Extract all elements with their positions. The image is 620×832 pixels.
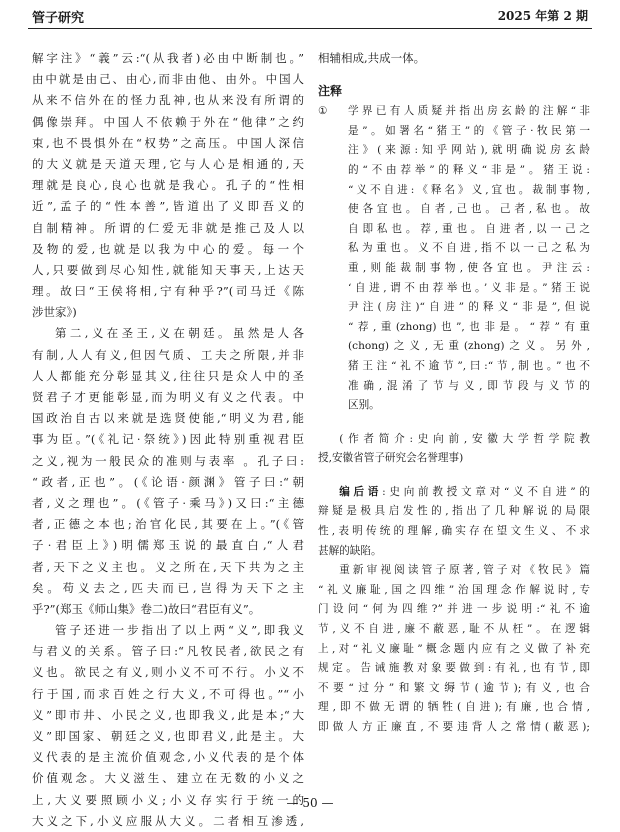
body-line: 上,大义要照顾小义;小义存实行于统一的 [32,792,304,807]
footnote-marker: ① [318,105,328,118]
note-line: “义不自进:《释名》义,宜也。裁制事物, [348,183,590,196]
note-line: ‘自进,谓不由荐举也。’义非是。”猪王说 [348,281,590,294]
body-line: 义”即市井、小民之义,也即我义,此是本;“大 [32,707,304,722]
body-line: 解字注》“義”云:“(从我者)必由中断制也。” [32,51,304,65]
body-line: 者,正德之本也;治官化民,其要在上。”(《管 [32,517,304,532]
note-line: 重,则能裁制事物,使各宜也。尹注云: [348,261,590,274]
body-line: 矣。苟义去之,匹夫而已,岂得为天下之主 [32,580,304,595]
editor-line: 上,对“礼义廉耻”概念题内应有之义做了补充 [318,642,590,655]
body-line: 事为臣。”(《礼记·祭统》)因此特别重视君臣 [32,432,304,447]
notes-heading: 注释 [318,84,343,99]
body-line: 者,义之理也”。(《管子·乘马》)又曰:“主德 [32,495,304,510]
page-number: — 50 — [286,796,334,810]
editor-line: 即做人方正廉直,不要违背人之常情(蔽恶); [318,721,590,733]
note-line: 区别。 [348,399,380,412]
body-line: 之义,视为一般民众的准则与表率 。孔子曰: [32,453,304,468]
note-line: 学界已有人质疑并指出房玄龄的注解“非 [348,105,590,118]
body-line: 理。故曰“王侯将相,宁有种乎?”(司马迁《陈 [32,284,304,299]
body-line: 近”,孟子的“性本善”,皆道出了义即吾义的 [32,199,304,214]
body-line: 涉世家》) [32,305,77,320]
body-line: 人人都能充分彰显其义,往往只是众人中的圣 [32,368,304,383]
editor-line: 理,即不做无谓的牺牲(自进);有廉,也合情, [318,701,590,714]
editor-line: 性,表明传统的理解,确实存在望文生义、不求 [318,525,590,538]
body-line: 从来不信外在的怪力乱神,也从来没有所谓的 [32,93,304,108]
body-line: 的大义就是天道天理,它与人心是相通的,天 [32,156,304,171]
note-line: 尹注(房注)“自进”的释义“非是”,但说 [348,301,590,314]
author-line: 授,安徽省管子研究会名誉理事) [318,452,464,465]
body-line: 者,天下之义主也。义之所在,天下共为之主 [32,559,304,574]
issue-label: 2025 年第 2 期 [497,9,588,23]
author-note [318,430,590,469]
body-line: 及物的爱,也就是以我为中心的爱。每一个 [32,241,304,256]
body-line: 贤君子才更能彰显,而为明义有义之代表。中 [32,390,304,404]
body-line: 乎?”(郑玉《师山集》卷二)故曰“君臣有义”。 [32,601,261,616]
note-line: 猪王注“礼不逾节”,曰:“节,制也。”也不 [348,359,590,372]
editor-line: 甚解的缺陷。 [318,544,382,557]
body-line: 束,也不畏惧外在“权势”之高压。中国人深信 [32,135,304,150]
editor-line: 门设问“何为四维?”并进一步说明:“礼不逾 [318,603,590,616]
note-line: “荐,重(zhong)也”,也非是。“荐”有重 [348,320,590,333]
note-line: 的“不由荐举”的释义“非是”。猪王说: [348,163,590,176]
body-line: 义也。欲民之有义,则小义不可不行。小义不 [32,665,304,680]
body-line: 自制精神。所谓的仁爱无非就是推己及人以 [32,220,304,235]
body-line: 大义之下,小义应服从大义。二者相互渗透, [32,813,304,828]
body-line: 第二,义在圣王,义在朝廷。虽然是人各 [55,326,304,341]
body-line: 子·君臣上》)明儒郑玉说的最直白,“人君 [32,538,304,553]
author-line: (作者简介:史向前,安徽大学哲学院教 [339,432,590,445]
editor-line: 规定。告诫施教对象要做到:有礼,也有节,即 [318,662,590,675]
note-line: 是”。如署名“猪王”的《管子·牧民第一 [348,124,590,137]
note-line: 使各宜也。自者,己也。己者,私也。故 [348,203,590,216]
footnote [318,102,590,416]
note-line: 私为重也。义不自进,指不以一己之私为 [348,242,590,255]
editor-line: :史向前教授文章对“义不自进”的 [382,485,590,498]
journal-title: 管子研究 [32,11,85,26]
body-line: 国政治自古以来就是选贤使能,“明义为君,能 [32,411,304,426]
editor-line: 辩疑是极具启发性的,指出了几种解说的局限 [318,505,590,518]
body-line: 有制,人人有义,但因气质、工夫之所限,并非 [32,347,304,362]
note-line: 自即私也。荐,重也。自进者,以一己之 [348,222,590,235]
body-line: 行于国,而求百姓之行大义,不可得也。”“小 [32,686,304,701]
body-line: 理就是良心,良心也就是我心。孔子的“性相 [32,178,304,193]
note-line: 注》(来源:知乎网站),就明确说房玄龄 [348,144,590,157]
note-line: 准确,混淆了节与义,即节段与义节的 [348,379,590,392]
right-column [318,48,590,738]
header-rule [28,28,592,29]
body-line: “政者,正也”。(《论语·颜渊》管子曰:“朝 [32,474,304,489]
editor-line: “礼义廉耻,国之四维”治国理念作解说时,专 [318,583,590,596]
body-line: 人,只要做到尽心知性,就能知天事天,上达天 [32,262,304,277]
left-column [32,48,304,832]
body-line: 与君义的关系。管子曰:“凡牧民者,欲民之有 [32,644,304,659]
editor-line: 重新审视阅读管子原著,管子对《牧民》篇 [339,564,590,577]
editor-note-label: 编后语 [339,485,383,498]
body-line: 价值观念。大义滋生、建立在无数的小义之 [32,771,304,786]
note-line: (chong)之义,无重(zhong)之义。另外, [348,340,590,353]
editor-line: 节,义不自进,廉不蔽恶,耻不从枉”。在逻辑 [318,623,590,636]
body-line: 由中就是由己、由心,而非由他、由外。中国人 [32,72,304,87]
body-line: 相辅相成,共成一体。 [318,51,426,65]
body-line: 义”即国家、朝廷之义,也即君义,此是主。大 [32,729,304,743]
editor-note [318,483,590,738]
body-line: 义代表的是主流价值观念,小义代表的是个体 [32,750,304,765]
body-line: 管子还进一步指出了以上两“义”,即我义 [55,623,304,638]
body-line: 偶像崇拜。中国人不依赖于外在“他律”之约 [32,114,304,129]
editor-line: 不要“过分”和繁文缛节(逾节);有义,也合 [318,681,590,694]
